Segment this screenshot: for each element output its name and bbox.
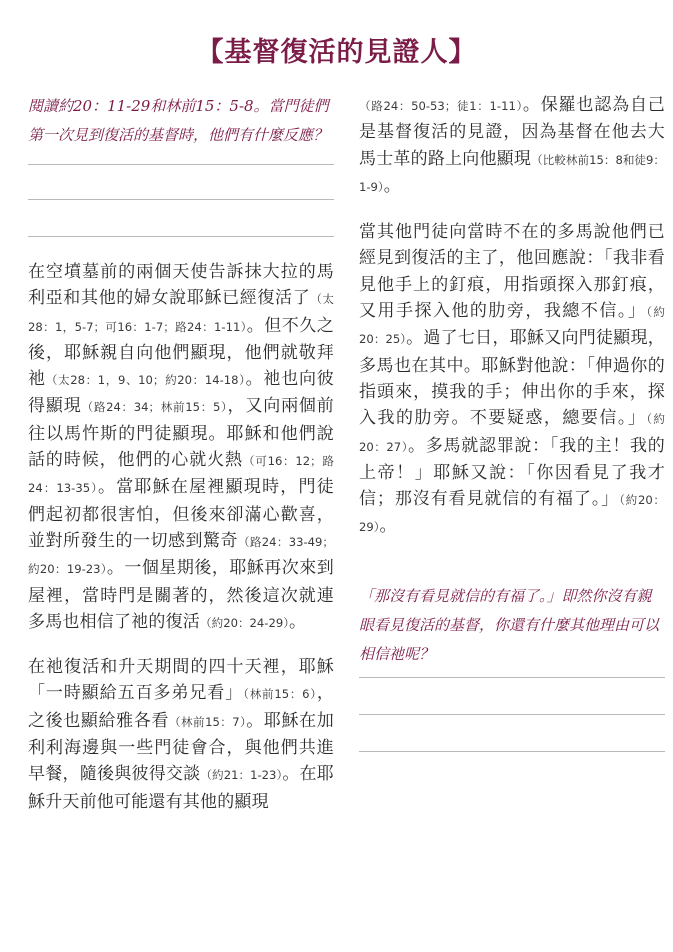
left-column [28,92,334,815]
study-question-2: 「那沒有看見就信的有福了。」即然你沒有親眼看見復活的基督，你還有什麼其他理由可以相信祂呢？ [359,586,660,663]
scripture-reference: （林前15：7） [169,714,247,729]
body-text: 。耶穌在加利利海邊與一些門徒會合，與他們共進早餐，隨後與彼得交談 [28,710,334,785]
body-paragraph [359,219,665,541]
answer-lines-1 [28,164,334,237]
answer-line[interactable] [359,677,665,678]
body-text: 。多馬就認罪說：「我的主！我的上帝！」耶穌又說：「你因看見了我才信；那沒有看見就信的有福了。」 [359,435,665,510]
body-text: ，之後也顯給雅各看 [28,683,335,731]
scripture-reference: （太28：1，5-7；可16：1-7；路24：1-11） [28,292,334,334]
answer-lines-2 [359,677,665,752]
answer-line[interactable] [28,199,334,200]
scripture-reference: （比較林前15：8和徒9：1-9） [359,152,666,194]
page-title: 【基督復活的見證人】 [196,37,477,68]
answer-line[interactable] [28,164,334,165]
body-text: 。但不久之後，耶穌親自向他們顯現，他們就敬拜祂 [28,315,334,390]
answer-line[interactable] [359,751,665,752]
scripture-reference: （約20：29） [359,493,666,535]
body-text: 。過了七日，耶穌又向門徒顯現，多馬也在其中。耶穌對他說：「伸過你的指頭來，摸我的手；伸出你的手來，探入我的肋旁。不要疑惑，總要信。」 [359,328,665,429]
scripture-reference: （路24：33-49；約20：19-23） [28,534,334,577]
body-paragraph [28,259,334,636]
scripture-reference: （路24：34；林前15：5） [81,400,228,415]
scripture-reference: （約20：24-29） [200,615,290,630]
body-paragraph [359,92,665,200]
body-text: ，又向兩個前往以馬忤斯的門徒顯現。耶穌和他們說話的時候，他們的心就火熱 [28,396,334,471]
body-text: 。保羅也認為自己是基督復活的見證，因為基督在他去大馬士革的路上向他顯現 [359,95,665,169]
body-text: 。一個星期後，耶穌再次來到屋裡，當時門是關著的，然後這次就連多馬也相信了祂的復活 [28,558,334,632]
scripture-reference: （可16：12；路24：13-35） [28,454,334,496]
scripture-reference: （林前15：6） [243,687,317,702]
body-text: 。 [383,175,401,196]
right-column [359,92,665,752]
body-text: 在祂復活和升天期間的四十天裡，耶穌「一時顯給五百多弟兄看」 [28,657,334,704]
body-text: 在空墳墓前的兩個天使告訴抹大拉的馬利亞和其他的婦女說耶穌已經復活了 [28,262,334,309]
scripture-reference: （約20：27） [359,412,666,454]
body-paragraph [28,654,334,815]
scripture-reference: （路24：50-53；徒1：1-11） [359,99,523,113]
answer-line[interactable] [359,714,665,715]
body-text: 。在耶穌升天前他可能還有其他的顯現 [28,764,334,812]
scripture-reference: （約21：1-23） [200,768,283,783]
body-text: 。 [379,516,397,537]
body-text: 。當耶穌在屋裡顯現時，門徒們起初都很害怕，但後來卻滿心歡喜，並對所發生的一切感到驚奇 [28,477,334,551]
scripture-reference: （約20：25） [359,305,666,347]
body-text: 。祂也向彼得顯現 [28,369,335,417]
body-text: 當其他門徒向當時不在的多馬說他們已經見到復活的主了，他回應說：「我非看見他手上的釘痕，用指頭探入那釘痕，又用手探入他的肋旁，我總不信。」 [359,222,665,322]
body-text: 。 [289,611,307,632]
study-question-1: 閱讀約20：11-29和林前15：5-8。當門徒們第一次見到復活的基督時，他們有什麼反應？ [28,97,329,144]
scripture-reference: （太28：1，9、10；約20：14-18） [45,373,246,388]
